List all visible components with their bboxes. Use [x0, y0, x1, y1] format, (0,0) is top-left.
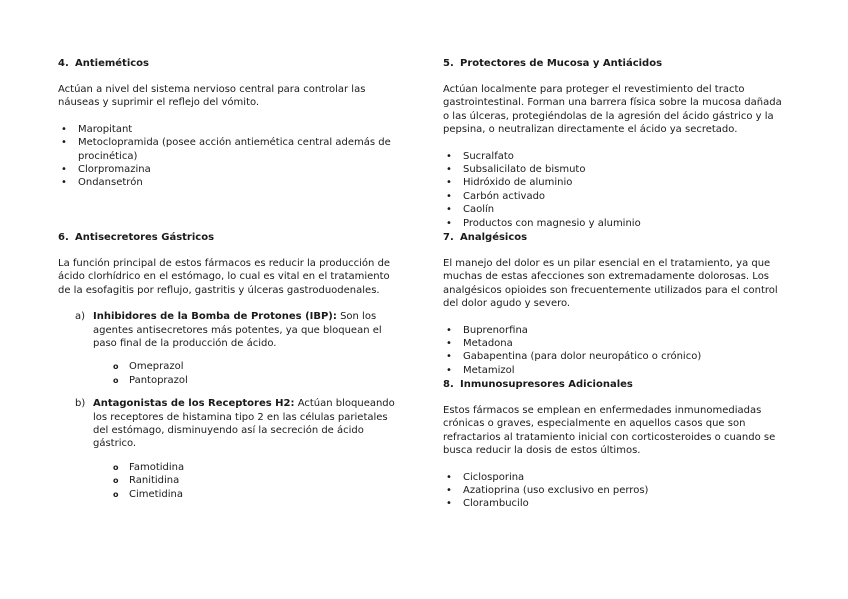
subsection-text: Son los agentes antisecretores más potentes, ya que bloquean el paso final de la producción de ácido.	[93, 311, 382, 350]
section-heading	[443, 57, 788, 70]
subsection-marker: a)	[75, 311, 86, 323]
list-item: • Metoclopramida (posee acción antiemética central además de procinética)	[58, 136, 403, 163]
drug-list	[443, 324, 788, 378]
section-body: Estos fármacos se emplean en enfermedades inmunomediadas crónicas o graves, especialmente en aquellos casos que son refractarios al tratamiento inicial con corticosteroides o cuando se busca reducir la dosis de estos últimos.	[443, 405, 776, 457]
list-item: • Subsalicilato de bismuto	[443, 163, 788, 176]
subsection-h2	[58, 397, 403, 501]
drug-list	[443, 471, 788, 511]
section-antisecretores	[58, 231, 403, 511]
subsection-marker: b)	[75, 398, 86, 410]
section-title: Protectores de Mucosa y Antiácidos	[460, 58, 663, 69]
section-title: Antisecretores Gástricos	[75, 232, 215, 243]
list-item: • Maropitant	[58, 123, 403, 136]
section-heading	[443, 231, 788, 244]
subsection-text: Actúan bloqueando los receptores de histamina tipo 2 en las células parietales del estómago, disminuyendo así la secreción de ácido gástrico.	[93, 398, 395, 450]
sublist-item: o Omeprazol	[93, 360, 403, 373]
list-item: • Sucralfato	[443, 150, 788, 163]
subsection-list	[58, 310, 403, 501]
drug-list	[443, 150, 788, 230]
drug-sublist	[93, 461, 403, 501]
list-item: • Ondansetrón	[58, 176, 403, 189]
list-item: • Carbón activado	[443, 190, 788, 203]
section-body: Actúan a nivel del sistema nervioso central para controlar las náuseas y suprimir el reflejo del vómito.	[58, 84, 366, 109]
list-item: • Buprenorfina	[443, 324, 788, 337]
list-item: • Gabapentina (para dolor neuropático o crónico)	[443, 350, 788, 363]
section-body: Actúan localmente para proteger el revestimiento del tracto gastrointestinal. Forman una barrera física sobre la mucosa dañada o las úlceras, protegiéndolas de la agresión del ácido gástrico y la pepsina, o neutralizan directamente el ácido ya secretado.	[443, 84, 782, 136]
section-inmunosupresores	[443, 378, 788, 511]
sublist-item: o Pantoprazol	[93, 374, 403, 387]
sublist-item: o Cimetidina	[93, 488, 403, 501]
section-title: Inmunosupresores Adicionales	[460, 379, 633, 390]
section-title: Antieméticos	[75, 58, 150, 69]
section-number: 8.	[443, 379, 454, 390]
drug-list	[58, 123, 403, 190]
section-body: La función principal de estos fármacos es reducir la producción de ácido clorhídrico en el estómago, lo cual es vital en el tratamiento de la esofagitis por reflujo, gastritis y úlceras gastroduodenales.	[58, 258, 391, 296]
section-number: 6.	[58, 232, 69, 243]
list-item: • Clorambucilo	[443, 497, 788, 510]
section-number: 4.	[58, 58, 69, 69]
sublist-item: o Famotidina	[93, 461, 403, 474]
section-title: Analgésicos	[460, 232, 528, 243]
section-body: El manejo del dolor es un pilar esencial en el tratamiento, ya que muchas de estas afecciones son extremadamente dolorosas. Los analgésicos opioides son frecuentemente utilizados para el control del dolor agudo y severo.	[443, 258, 778, 310]
section-number: 7.	[443, 232, 454, 243]
section-analgesicos	[443, 231, 788, 377]
list-item: • Caolín	[443, 203, 788, 216]
drug-sublist	[93, 360, 403, 387]
section-protectores	[443, 57, 788, 230]
list-item: • Ciclosporina	[443, 471, 788, 484]
sublist-item: o Ranitidina	[93, 474, 403, 487]
subsection-ibp	[58, 310, 403, 387]
list-item: • Metadona	[443, 337, 788, 350]
section-number: 5.	[443, 58, 454, 69]
list-item: • Clorpromazina	[58, 163, 403, 176]
section-heading	[58, 57, 403, 70]
section-heading	[58, 231, 403, 244]
subsection-heading: Antagonistas de los Receptores H2:	[93, 398, 295, 410]
section-heading	[443, 378, 788, 391]
list-item: • Azatioprina (uso exclusivo en perros)	[443, 484, 788, 497]
subsection-heading: Inhibidores de la Bomba de Protones (IBP):	[93, 311, 337, 323]
list-item: • Productos con magnesio y aluminio	[443, 217, 788, 230]
section-antiemeticos	[58, 57, 403, 190]
list-item: • Metamizol	[443, 364, 788, 377]
list-item: • Hidróxido de aluminio	[443, 176, 788, 189]
